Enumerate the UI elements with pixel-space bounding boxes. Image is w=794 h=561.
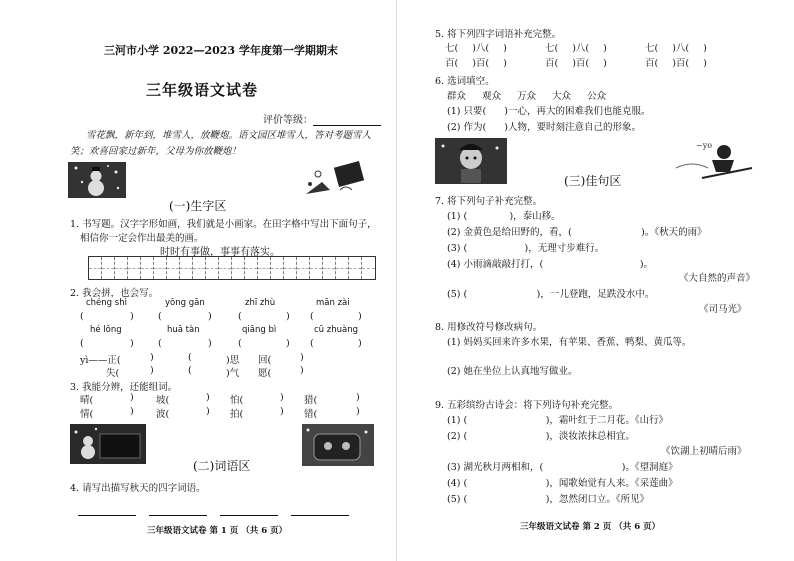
section-title-words: (二)词语区 (193, 459, 251, 473)
q5-title: 5. 将下列四字词语补充完整。 (435, 29, 562, 40)
grid-cell[interactable] (102, 257, 115, 279)
blank-2-2-open[interactable]: ( (158, 338, 162, 349)
blank-2-1-open[interactable]: ( (80, 338, 84, 349)
q4-blank-4[interactable] (291, 505, 349, 516)
word-3: 万众 (517, 91, 537, 102)
grid-cell[interactable] (271, 257, 284, 279)
q7-item-5-source: 《司马光》 (699, 304, 747, 315)
q6-title: 6. 选词填空。 (435, 76, 495, 87)
blank-1-3-close: ) (286, 311, 290, 322)
q3-2-2[interactable]: 波( (156, 409, 170, 420)
snowman-icon (68, 162, 126, 198)
q7-item-4-source: 《大自然的声音》 (679, 273, 756, 284)
grid-cell[interactable] (245, 257, 258, 279)
snowman-scene-icon (70, 424, 146, 464)
school-title: 三河市小学 2022—2023 学年度第一学期期末 (104, 44, 338, 57)
grade-label: 评价等级： (263, 111, 381, 126)
grid-cell[interactable] (167, 257, 180, 279)
q3-2-2-close: ) (206, 406, 210, 417)
grid-cell[interactable] (336, 257, 349, 279)
q9-item-5[interactable]: (5) ( )，忽然闭口立。《所见》 (447, 494, 650, 505)
yi-row-1-f: ) (300, 352, 304, 363)
word-5: 公众 (587, 91, 607, 102)
yi-row-2-e[interactable]: 愿( (258, 368, 272, 379)
q3-2-4-close: ) (356, 406, 360, 417)
page-footer-1: 三年级语文试卷 第 1 页 （共 6 页） (147, 526, 288, 536)
grid-cell[interactable] (115, 257, 128, 279)
q7-item-2[interactable]: (2) 金黄色是给田野的，看，( )。《秋天的雨》 (447, 227, 707, 238)
blank-2-3-open[interactable]: ( (238, 338, 242, 349)
blank-1-4-close: ) (358, 311, 362, 322)
q3-2-1[interactable]: 情( (80, 409, 94, 420)
exam-title: 三年级语文试卷 (146, 81, 259, 99)
q8-item-2[interactable]: (2) 她在坐位上认真地写做业。 (447, 366, 578, 377)
holiday-scene-icon (302, 424, 374, 466)
q9-item-3[interactable]: (3) 湖光秋月两相和，( )。《望洞庭》 (447, 462, 678, 473)
pinyin-2-3: qiāng bì (242, 325, 277, 335)
grid-cell[interactable] (258, 257, 271, 279)
skiing-kid-icon (672, 138, 758, 184)
q3-2-4[interactable]: 错( (304, 409, 318, 420)
q3-1-2-close: ) (206, 392, 210, 403)
q5-row1-1: 七( )八( ) (445, 43, 507, 54)
q9-item-4[interactable]: (4) ( )，闻歌始觉有人来。《采莲曲》 (447, 478, 678, 489)
q9-item-2-source: 《饮湖上初晴后雨》 (661, 446, 747, 457)
exam-page-2 (397, 0, 794, 561)
child-in-snow-icon (435, 138, 507, 184)
blank-1-2-close: ) (208, 311, 212, 322)
winter-picture-left (70, 424, 146, 464)
q3-1-1-close: ) (130, 392, 134, 403)
q3-1-4[interactable]: 猎( (304, 395, 318, 406)
yi-row-1-b: ) (150, 352, 154, 363)
grid-cell[interactable] (154, 257, 167, 279)
grid-cell[interactable] (219, 257, 232, 279)
q7-item-1[interactable]: (1) ( )，泰山移。 (447, 211, 561, 222)
yi-row-2-b: ) (150, 365, 154, 376)
q4-blank-3[interactable] (220, 505, 278, 516)
q4-blanks (78, 497, 349, 516)
q7-item-4[interactable]: (4) 小雨滴敲敲打打，( )。 (447, 259, 654, 270)
grid-cell[interactable] (310, 257, 323, 279)
grid-cell[interactable] (297, 257, 310, 279)
q7-item-5[interactable]: (5) ( )，一儿登跑，足跌没水中。 (447, 289, 655, 300)
q8-item-1[interactable]: (1) 妈妈买回来许多水果，有苹果、香蕉、鸭梨、黄瓜等。 (447, 337, 692, 348)
pinyin-1-3: zhī zhù (245, 298, 276, 308)
yi-row-2-a[interactable]: 失( (106, 368, 120, 379)
q3-1-3[interactable]: 怕( (230, 395, 244, 406)
grid-cell[interactable] (89, 257, 102, 279)
word-4: 大众 (552, 91, 572, 102)
page-footer-2: 三年级语文试卷 第 2 页 （共 6 页） (520, 522, 661, 532)
yi-row-2-f: ) (300, 365, 304, 376)
q1-line-1: 1. 书写题。汉字字形如画，我们就是小画家。在田字格中写出下面句子， (70, 219, 377, 230)
q3-2-3[interactable]: 拍( (230, 409, 244, 420)
blank-2-1-close: ) (130, 338, 134, 349)
q3-2-1-close: ) (130, 406, 134, 417)
yi-row-1-c[interactable]: ( (188, 352, 192, 363)
section-title-characters: (一)生字区 (169, 199, 227, 213)
yi-row-1-e[interactable]: 回( (258, 355, 272, 366)
intro-line-2: 笑；欢喜回家过新年，父母为你放鞭炮！ (70, 146, 242, 157)
blank-1-4-open[interactable]: ( (310, 311, 314, 322)
grid-cell[interactable] (180, 257, 193, 279)
grid-cell[interactable] (193, 257, 206, 279)
pinyin-1-4: mān zài (316, 298, 350, 308)
q5-row2-3: 百( )百( ) (645, 58, 707, 69)
pinyin-2-4: cū zhuàng (314, 325, 358, 335)
q5-row1-2: 七( )八( ) (545, 43, 607, 54)
q3-2-3-close: ) (280, 406, 284, 417)
q6-item-1[interactable]: (1) 只要( )一心，再大的困难我们也能克服。 (447, 106, 651, 117)
snowman-picture (68, 162, 126, 198)
q6-word-bank (447, 88, 606, 102)
q6-item-2[interactable]: (2) 作为( )人物，要时刻注意自己的形象。 (447, 122, 642, 133)
blank-2-4-close: ) (358, 338, 362, 349)
firecracker-icon (300, 160, 368, 202)
grade-blank[interactable] (313, 115, 381, 126)
q3-1-2[interactable]: 坡( (156, 395, 170, 406)
grid-cell[interactable] (349, 257, 362, 279)
q7-item-3[interactable]: (3) ( )，无理寸步难行。 (447, 243, 605, 254)
q3-1-1[interactable]: 晴( (80, 395, 94, 406)
grid-cell[interactable] (284, 257, 297, 279)
blank-2-2-close: ) (208, 338, 212, 349)
q1-line-2: 相信你一定会作出最美的画。 (80, 233, 204, 244)
grid-cell[interactable] (128, 257, 141, 279)
q5-row2-1: 百( )百( ) (445, 58, 507, 69)
q1-sentence: 时时有事做，事事有落实。 (160, 247, 280, 258)
q7-title: 7. 将下列句子补充完整。 (435, 196, 543, 207)
q5-row1-3: 七( )八( ) (645, 43, 707, 54)
q4-blank-1[interactable] (78, 505, 136, 516)
word-2: 观众 (482, 91, 502, 102)
writing-grid[interactable] (88, 256, 376, 280)
grid-cell[interactable] (232, 257, 245, 279)
blank-1-1-open[interactable]: ( (80, 311, 84, 322)
winter-picture-right (302, 424, 374, 466)
blank-2-4-open[interactable]: ( (310, 338, 314, 349)
grid-cell[interactable] (323, 257, 336, 279)
blank-1-2-open[interactable]: ( (158, 311, 162, 322)
svg-text:~yo: ~yo (696, 141, 713, 150)
q8-title: 8. 用修改符号修改病句。 (435, 322, 543, 333)
intro-line-1: 雪花飘，新年到，堆雪人，放鞭炮。语文园区堆雪人，答对考题雪人 (86, 130, 372, 141)
yi-row-2-d: )气 (226, 368, 240, 379)
grid-cell[interactable] (206, 257, 219, 279)
grid-cell[interactable] (362, 257, 375, 279)
child-picture (435, 138, 507, 184)
q5-row2-2: 百( )百( ) (545, 58, 607, 69)
blank-2-3-close: ) (286, 338, 290, 349)
q2-title: 2. 我会拼，也会写。 (70, 288, 159, 299)
pinyin-1-1: chéng shì (86, 298, 127, 308)
blank-1-1-close: ) (130, 311, 134, 322)
q4-title: 4. 请写出描写秋天的四字词语。 (70, 483, 206, 494)
q3-1-4-close: ) (356, 392, 360, 403)
section-title-sentences: (三)佳句区 (564, 174, 622, 188)
pinyin-1-2: yōng gān (165, 298, 205, 308)
q9-item-2[interactable]: (2) ( )，淡妆浓抹总相宜。 (447, 431, 635, 442)
yi-row-1-a[interactable]: yì——正( (80, 355, 121, 366)
q9-title: 9. 五彩缤纷古诗会：将下列诗句补充完整。 (435, 400, 619, 411)
grid-cell[interactable] (141, 257, 154, 279)
q3-title: 3. 我能分辨，还能组词。 (70, 382, 178, 393)
blank-1-3-open[interactable]: ( (238, 311, 242, 322)
pinyin-2-2: huā tàn (167, 325, 200, 335)
pinyin-2-1: hé lǒng (90, 325, 122, 335)
q3-1-3-close: ) (280, 392, 284, 403)
yi-row-2-c[interactable]: ( (188, 365, 192, 376)
q9-item-1[interactable]: (1) ( )，霜叶红于二月花。《山行》 (447, 415, 669, 426)
yi-row-1-d: )思 (226, 355, 240, 366)
q4-blank-2[interactable] (149, 505, 207, 516)
word-1: 群众 (447, 91, 467, 102)
